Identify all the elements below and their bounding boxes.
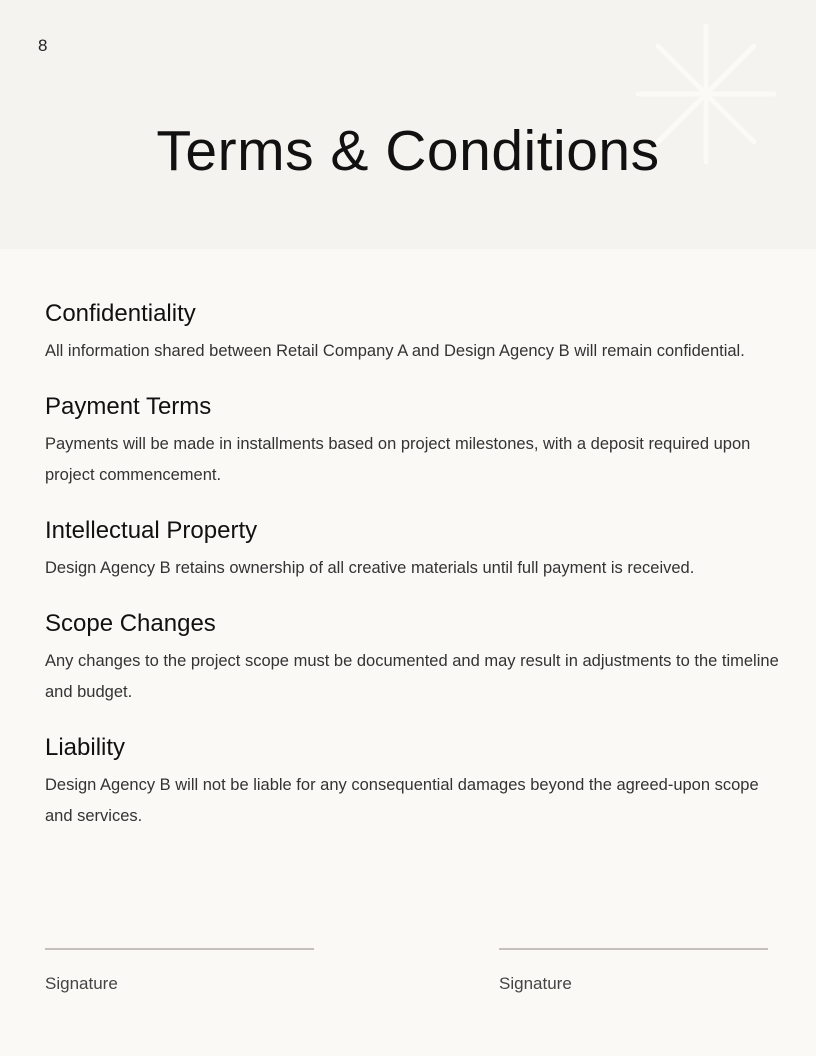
page-header bbox=[0, 0, 816, 249]
section-payment-terms bbox=[45, 391, 785, 491]
signature-line bbox=[499, 948, 768, 950]
section-body: Payments will be made in installments based on project milestones, with a deposit required upon project commencement. bbox=[45, 435, 751, 484]
section-scope-changes bbox=[45, 608, 785, 708]
section-heading: Payment Terms bbox=[45, 393, 212, 420]
section-body: Design Agency B will not be liable for any consequential damages beyond the agreed-upon scope and services. bbox=[45, 776, 759, 825]
page-title: Terms & Conditions bbox=[156, 119, 660, 183]
signature-label: Signature bbox=[45, 974, 118, 993]
signature-block-left bbox=[45, 948, 314, 994]
section-heading: Confidentiality bbox=[45, 300, 196, 327]
section-heading: Intellectual Property bbox=[45, 517, 258, 544]
terms-sections bbox=[45, 298, 785, 856]
section-body: Design Agency B retains ownership of all creative materials until full payment is received. bbox=[45, 559, 695, 577]
section-liability bbox=[45, 732, 785, 832]
signature-line bbox=[45, 948, 314, 950]
signature-block-right bbox=[499, 948, 768, 994]
page-number: 8 bbox=[38, 36, 48, 55]
section-body: All information shared between Retail Company A and Design Agency B will remain confidential. bbox=[45, 342, 745, 360]
section-intellectual-property bbox=[45, 515, 785, 584]
section-heading: Liability bbox=[45, 734, 126, 761]
section-confidentiality bbox=[45, 298, 785, 367]
section-heading: Scope Changes bbox=[45, 610, 216, 637]
section-body: Any changes to the project scope must be documented and may result in adjustments to the timeline and budget. bbox=[45, 652, 779, 701]
signature-label: Signature bbox=[499, 974, 572, 993]
